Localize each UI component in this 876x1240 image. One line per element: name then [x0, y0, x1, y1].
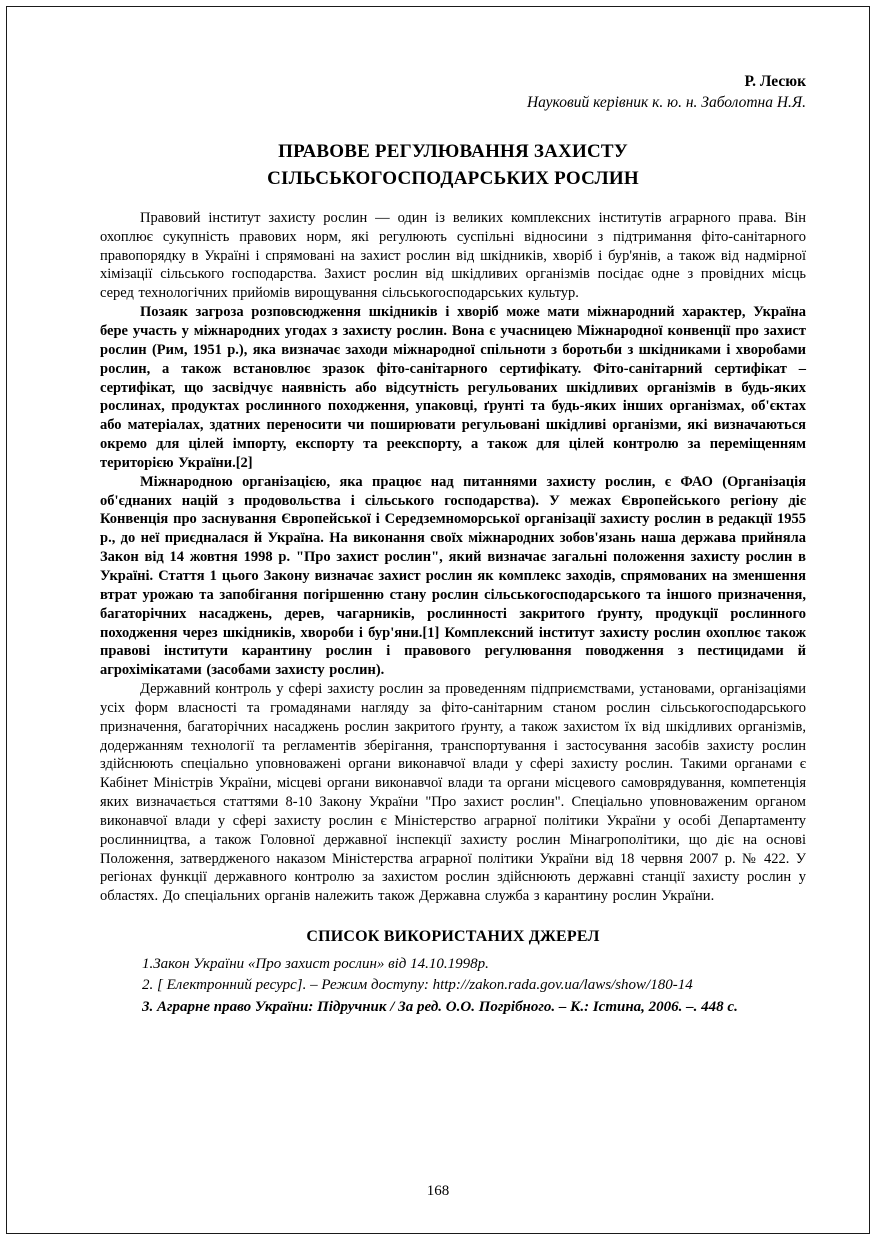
- reference-item-3: 3. Аграрне право України: Підручник / За ред. О.О. Погрібного. – К.: Істина, 2006. –. 448 с.: [142, 998, 738, 1015]
- references-list: [100, 954, 806, 1018]
- references-heading: СПИСОК ВИКОРИСТАНИХ ДЖЕРЕЛ: [306, 928, 600, 946]
- reference-item-2: 2. [ Електронний ресурс]. – Режим доступу: http://zakon.rada.gov.ua/laws/show/180-14: [142, 977, 693, 994]
- paragraph-intro: Правовий інститут захисту рослин — один із великих комплексних інститутів аграрного права. Він охоплює сукупність правових норм, які регулюють суспільні відносини з підтримання фіто-санітарного правопорядку в Україні і спрямовані на захист рослин від шкідників, хворіб і бур'янів, а також від надмірної хімізації сільського господарства. Захист рослин від шкідливих організмів посідає одне з провідних місць серед технологічних прийомів вирощування сільськогосподарських культур.: [100, 209, 806, 302]
- reference-item-1: 1.Закон України «Про захист рослин» від 14.10.1998р.: [142, 956, 489, 973]
- title-line-1: ПРАВОВЕ РЕГУЛЮВАННЯ ЗАХИСТУ: [278, 140, 628, 162]
- page-number: 168: [426, 1183, 450, 1199]
- paragraph-fao-law: Міжнародною організацією, яка працює над питаннями захисту рослин, є ФАО (Організація об'єднаних націй з продовольства і сільського господарства). У межах Європейського регіону діє Конвенція про заснування Європейської і Середземноморської організації захисту рослин в редакції 1955 р., до неї приєдналася й Україна. На виконання своїх міжнародних зобов'язань наша держава прийняла Закон від 14 жовтня 1998 р. "Про захист рослин", який визначає загальні положення захисту рослин в Україні. Стаття 1 цього Закону визначає захист рослин як комплекс заходів, спрямованих на зменшення втрат урожаю та запобігання погіршенню стану рослин сільськогосподарського та іншого призначення, багаторічних насаджень, дерев, чагарників, рослинності закритого ґрунту, продукції рослинного походження через шкідників, хвороби і бур'яни.[1] Комплексний інститут захисту рослин охоплює також правові інститути карантину рослин і правового регулювання поводження з пестицидами й агрохімікатами (засобами захисту рослин).: [100, 473, 806, 679]
- paragraph-state-control: Державний контроль у сфері захисту рослин за проведенням підприємствами, установами, організаціями усіх форм власності та громадянами нагляду за фіто-санітарним станом рослин сільськогосподарського призначення, багаторічних насаджень рослин закритого ґрунту, а також захистом їх від шкідливих організмів, додержанням технології та регламентів зберігання, транспортування і застосування засобів захисту рослин здійснюють спеціально уповноважені органи виконавчої влади у сфері захисту рослин. Такими органами є Кабінет Міністрів України, місцеві органи виконавчої влади та органи місцевого самоврядування, компетенція яких визначається статтями 8-10 Закону України "Про захист рослин". Спеціально уповноваженим органом виконавчої влади у сфері захисту рослин є Міністерство аграрної політики України у особі Департаменту рослинництва, а також Головної державної інспекції захисту рослин Мінагрополітики, що діє на основі Положення, затвердженого наказом Міністерства аграрної політики України від 18 червня 2007 р. № 422. У регіонах функції державного контролю за захистом рослин здійснюють державні станції захисту рослин у областях. До спеціальних органів належить також Державна служба з карантину рослин України.: [100, 681, 806, 905]
- page-content: [100, 72, 806, 1018]
- supervisor-line: Науковий керівник к. ю. н. Заболотна Н.Я.: [526, 93, 806, 111]
- article-title: [100, 138, 806, 193]
- author-name: Р. Лесюк: [744, 73, 806, 90]
- title-line-2: СІЛЬСЬКОГОСПОДАРСЬКИХ РОСЛИН: [267, 168, 639, 190]
- paragraph-international-agreements: Позаяк загроза розповсюдження шкідників і хворіб може мати міжнародний характер, Україна бере участь у міжнародних угодах з захисту рослин. Вона є учасницею Міжнародної конвенції про захист рослин (Рим, 1951 р.), яка визначає заходи міжнародної спільноти з боротьби з шкідниками і хворобами рослин, а також встановлює зразок фіто-санітарного сертифікату. Фіто-санітарний сертифікат – сертифікат, що засвідчує наявність або відсутність регульованих шкідливих організмів в будь-яких рослинах, продуктах рослинного походження, упаковці, ґрунті та будь-яких інших організмах, об'єктах або матеріалах, здатних переносити чи поширювати регульовані шкідливі організми, які визначаються окремо для цілей імпорту, експорту та реекспорту, а також для цілей контролю за переміщенням територією України.[2]: [100, 304, 806, 471]
